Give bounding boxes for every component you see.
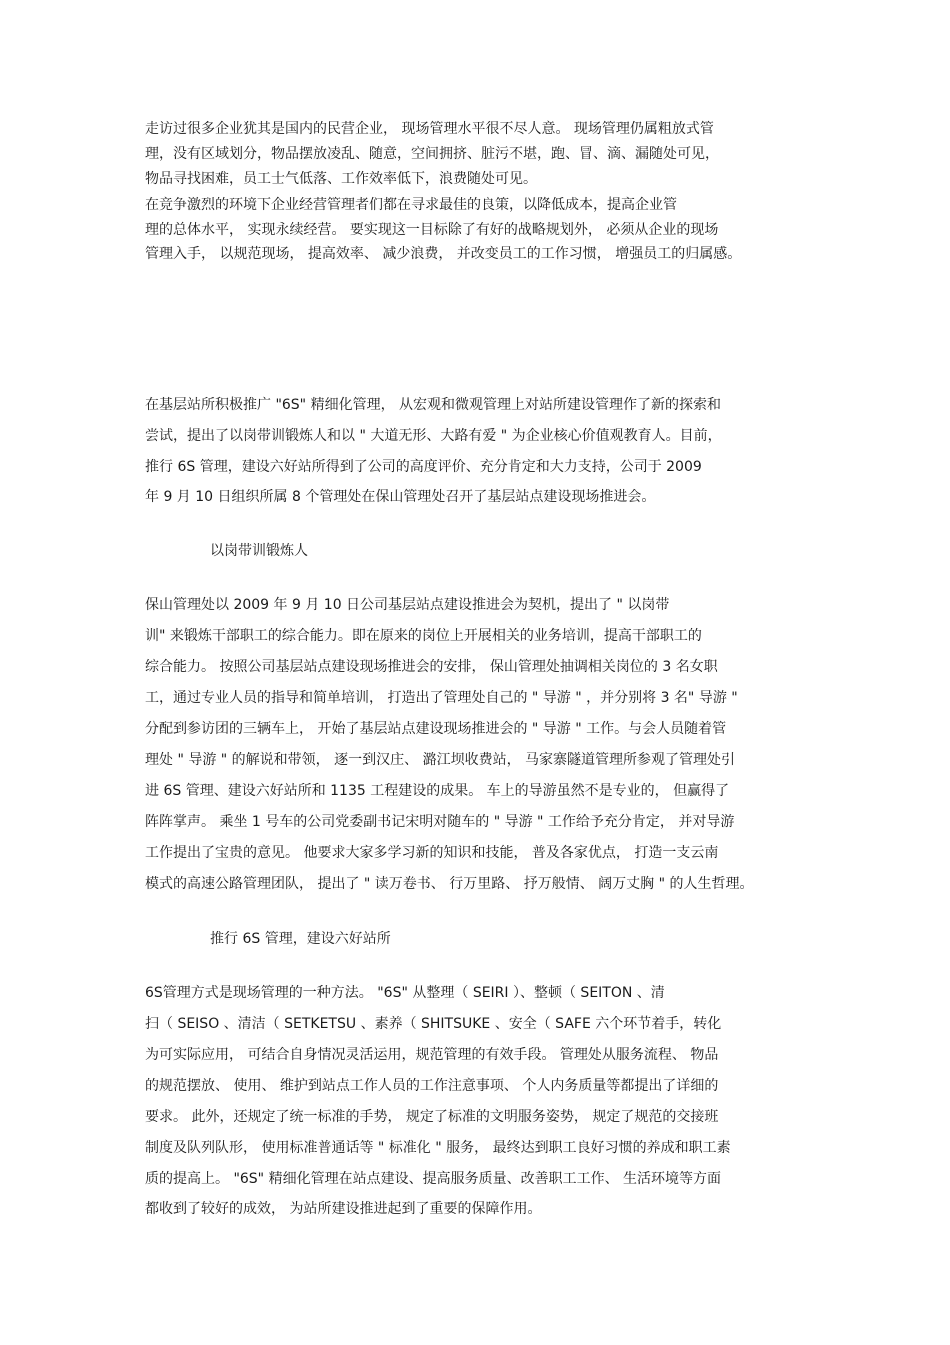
train-line: 综合能力。 按照公司基层站点建设现场推进会的安排， 保山管理处抽调相关岗位的 3 名女职	[145, 659, 718, 675]
sixs-line: 要求。 此外，还规定了统一标准的手势， 规定了标准的文明服务姿势， 规定了规范的交接班	[145, 1109, 719, 1125]
intro-line: 理的总体水平， 实现永续经营。 要实现这一目标除了有好的战略规划外， 必须从企业的现场	[145, 222, 719, 238]
main-line: 在基层站所积极推广 "6S" 精细化管理， 从宏观和微观管理上对站所建设管理作了新的探索和	[145, 397, 722, 413]
intro-line: 走访过很多企业犹其是国内的民营企业， 现场管理水平很不尽人意。 现场管理仍属粗放式管	[145, 121, 714, 137]
section-heading-6s: 推行 6S 管理，建设六好站所	[210, 931, 391, 947]
section-heading-train: 以岗带训锻炼人	[210, 543, 308, 559]
train-line: 保山管理处以 2009 年 9 月 10 日公司基层站点建设推进会为契机，提出了 " 以岗带	[145, 597, 670, 613]
train-line: 工，通过专业人员的指导和简单培训， 打造出了管理处自己的 " 导游 " ，并分别将 3 名" 导游 "	[145, 690, 738, 706]
sixs-line: 扫（ SEISO 、清洁（ SETKETSU 、素养（ SHITSUKE 、安全（ SAFE 六个环节着手，转化	[145, 1016, 722, 1032]
train-line: 阵阵掌声。 乘坐 1 号车的公司党委副书记宋明对随车的 " 导游 " 工作给予充分肯定， 并对导游	[145, 814, 735, 830]
sixs-line: 的规范摆放、 使用、 维护到站点工作人员的工作注意事项、 个人内务质量等都提出了详细的	[145, 1078, 719, 1094]
train-line: 训" 来锻炼干部职工的综合能力。即在原来的岗位上开展相关的业务培训，提高干部职工的	[145, 628, 702, 644]
main-line: 推行 6S 管理，建设六好站所得到了公司的高度评价、充分肯定和大力支持，公司于 2009	[145, 459, 702, 475]
sixs-line: 6S管理方式是现场管理的一种方法。 "6S" 从整理（ SEIRI ）、整顿（ SEITON 、清	[145, 985, 665, 1001]
train-line: 工作提出了宝贵的意见。 他要求大家多学习新的知识和技能， 普及各家优点， 打造一支云南	[145, 845, 719, 861]
train-line: 理处 " 导游 " 的解说和带领， 逐一到汉庄、 潞江坝收费站， 马家寨隧道管理所参观了管理处引	[145, 752, 736, 768]
sixs-line: 制度及队列队形， 使用标准普通话等 " 标准化 " 服务， 最终达到职工良好习惯的养成和职工素	[145, 1140, 731, 1156]
intro-line: 在竞争激烈的环境下企业经营管理者们都在寻求最佳的良策，以降低成本，提高企业管	[145, 197, 677, 213]
main-line: 年 9 月 10 日组织所属 8 个管理处在保山管理处召开了基层站点建设现场推进会。	[145, 489, 656, 505]
intro-line: 物品寻找困难，员工士气低落、工作效率低下，浪费随处可见。	[145, 171, 537, 187]
sixs-line: 为可实际应用， 可结合自身情况灵活运用，规范管理的有效手段。 管理处从服务流程、 物品	[145, 1047, 719, 1063]
train-line: 模式的高速公路管理团队， 提出了 " 读万卷书、 行万里路、 抒万般情、 阔万丈胸 " 的人生哲理。	[145, 876, 754, 892]
sixs-line: 都收到了较好的成效， 为站所建设推进起到了重要的保障作用。	[145, 1201, 542, 1217]
sixs-line: 质的提高上。 "6S" 精细化管理在站点建设、提高服务质量、改善职工工作、 生活环境等方面	[145, 1171, 722, 1187]
train-line: 分配到参访团的三辆车上， 开始了基层站点建设现场推进会的 " 导游 " 工作。与会人员随着管	[145, 721, 727, 737]
intro-line: 理，没有区域划分，物品摆放凌乱、随意，空间拥挤、脏污不堪，跑、冒、滴、漏随处可见，	[145, 146, 719, 162]
intro-line: 管理入手， 以规范现场， 提高效率、 减少浪费， 并改变员工的工作习惯， 增强员工的归属感。	[145, 246, 742, 262]
main-line: 尝试，提出了以岗带训锻炼人和以 " 大道无形、大路有爱 " 为企业核心价值观教育人。目前，	[145, 428, 722, 444]
train-line: 进 6S 管理、建设六好站所和 1135 工程建设的成果。 车上的导游虽然不是专业的， 但赢得了	[145, 783, 730, 799]
